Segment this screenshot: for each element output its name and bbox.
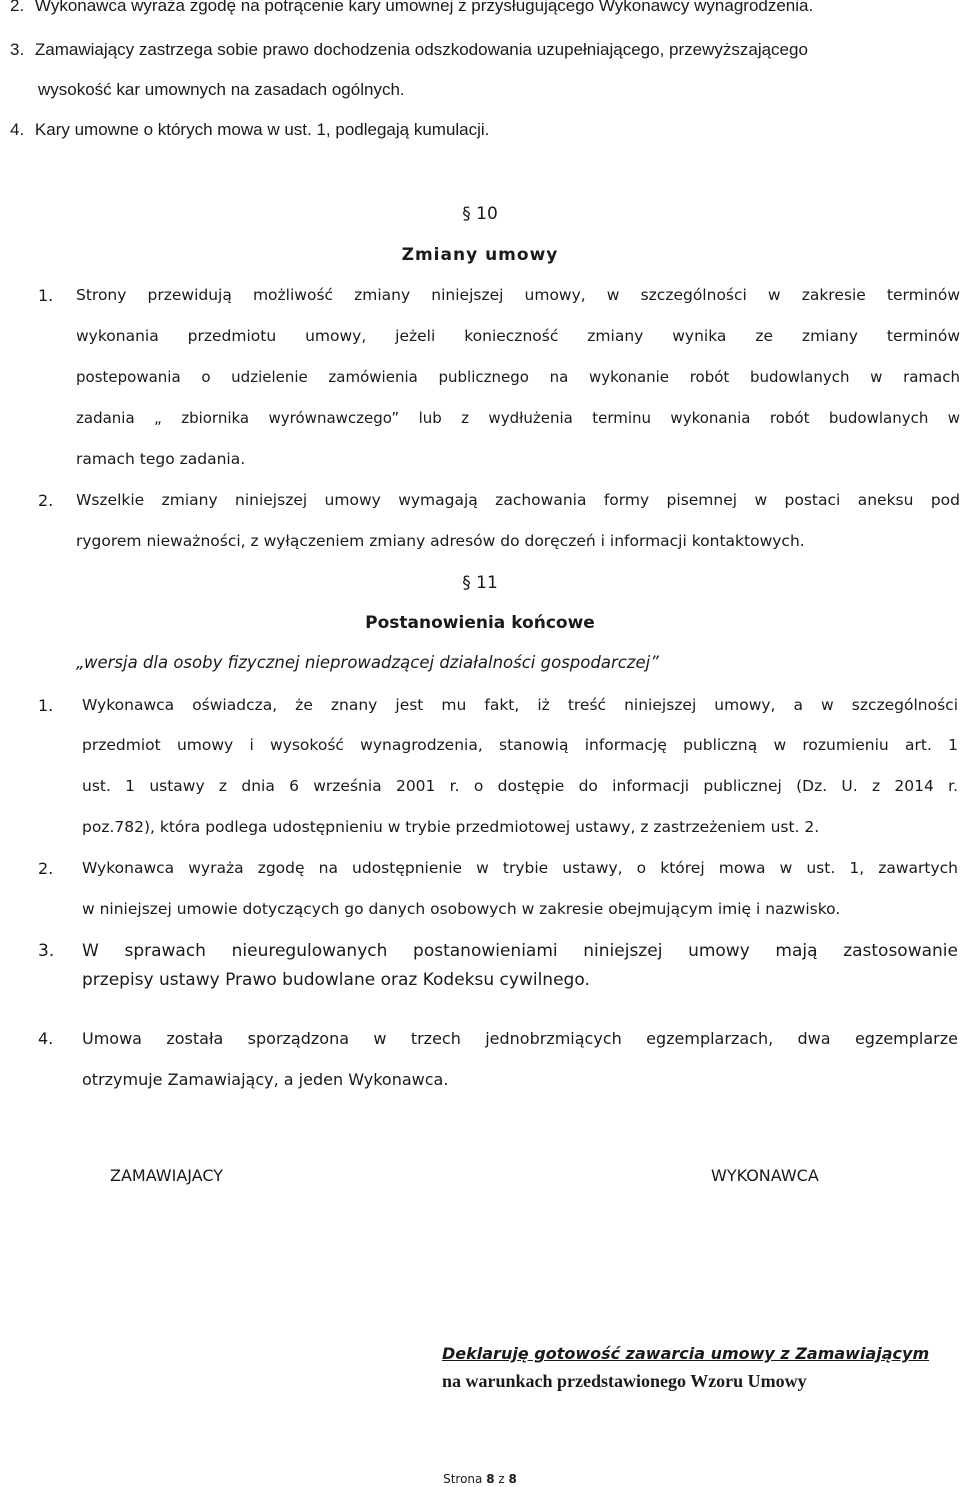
item-line: Strony przewidują możliwość zmiany niniejszej umowy, w szczególności w zakresie terminów bbox=[76, 286, 960, 304]
item-line: zadania „ zbiornika wyrównawczego” lub z wydłużenia terminu wykonania robót budowlanych w bbox=[76, 409, 960, 427]
item-line: przedmiot umowy i wysokość wynagrodzenia, stanowią informację publiczną w rozumieniu art. 1 bbox=[82, 736, 958, 754]
item-line: postepowania o udzielenie zamówienia publicznego na wykonanie robót budowlanych w ramach bbox=[76, 368, 960, 386]
item-text: Kary umowne o których mowa w ust. 1, podlegają kumulacji. bbox=[34, 120, 490, 139]
item-text-continued: wysokość kar umownych na zasadach ogólnych. bbox=[38, 80, 405, 99]
item-line: Wykonawca oświadcza, że znany jest mu fakt, iż treść niniejszej umowy, a w szczególności bbox=[82, 696, 958, 714]
item-text: Wykonawca wyraża zgodę na potrącenie kary umownej z przysługującego Wykonawcy wynagrodzenia. bbox=[34, 0, 814, 15]
item-line: w niniejszej umowie dotyczących go danych osobowych w zakresie obejmującym imię i nazwisko. bbox=[82, 900, 841, 918]
section-number: § 10 bbox=[462, 204, 498, 224]
list-item bbox=[10, 0, 813, 16]
item-line: W sprawach nieuregulowanych postanowieniami niniejszej umowy mają zastosowanie bbox=[82, 941, 958, 961]
item-line: ust. 1 ustawy z dnia 6 września 2001 r. o dostępie do informacji publicznej (Dz. U. z 2014 r. bbox=[82, 777, 958, 795]
item-number: 3. bbox=[10, 40, 25, 59]
declaration-line-1: Deklaruję gotowość zawarcia umowy z Zamawiającym bbox=[442, 1344, 930, 1363]
signature-label-left: ZAMAWIAJACY bbox=[110, 1166, 224, 1185]
footer-sep: z bbox=[498, 1472, 505, 1486]
item-line: otrzymuje Zamawiający, a jeden Wykonawca. bbox=[82, 1070, 449, 1089]
item-line: poz.782), która podlega udostępnieniu w trybie przedmiotowej ustawy, z zastrzeżeniem ust. 2. bbox=[82, 818, 820, 836]
declaration-line-2: na warunkach przedstawionego Wzoru Umowy bbox=[442, 1371, 807, 1391]
footer-total: 8 bbox=[508, 1472, 517, 1486]
page-footer bbox=[0, 1472, 960, 1486]
item-number: 2. bbox=[10, 0, 25, 15]
section-title: Postanowienia końcowe bbox=[365, 613, 595, 633]
signature-label-right: WYKONAWCA bbox=[711, 1166, 819, 1185]
item-line: ramach tego zadania. bbox=[76, 450, 246, 468]
item-number: 2. bbox=[38, 859, 54, 878]
item-line: przepisy ustawy Prawo budowlane oraz Kodeksu cywilnego. bbox=[82, 970, 590, 990]
item-number: 1. bbox=[38, 696, 54, 715]
item-line: wykonania przedmiotu umowy, jeżeli konieczność zmiany wynika ze zmiany terminów bbox=[76, 327, 960, 345]
section-subtitle: „wersja dla osoby fizycznej nieprowadzącej działalności gospodarczej” bbox=[76, 653, 659, 672]
item-line: rygorem nieważności, z wyłączeniem zmiany adresów do doręczeń i informacji kontaktowych. bbox=[76, 532, 805, 550]
list-item bbox=[10, 120, 489, 140]
item-line: Wszelkie zmiany niniejszej umowy wymagają zachowania formy pisemnej w postaci aneksu pod bbox=[76, 491, 960, 509]
item-number: 4. bbox=[38, 1029, 54, 1048]
section-title: Zmiany umowy bbox=[401, 245, 559, 265]
section-number: § 11 bbox=[462, 573, 498, 593]
item-text: Zamawiający zastrzega sobie prawo dochodzenia odszkodowania uzupełniającego, przewyższającego bbox=[34, 40, 808, 59]
footer-page: 8 bbox=[486, 1472, 495, 1486]
item-number: 1. bbox=[38, 286, 54, 305]
item-line: Wykonawca wyraża zgodę na udostępnienie w trybie ustawy, o której mowa w ust. 1, zawartych bbox=[82, 859, 958, 877]
footer-prefix: Strona bbox=[443, 1472, 483, 1486]
item-number: 2. bbox=[38, 491, 54, 510]
list-item bbox=[10, 40, 808, 60]
item-number: 3. bbox=[38, 941, 55, 961]
item-line: Umowa została sporządzona w trzech jednobrzmiących egzemplarzach, dwa egzemplarze bbox=[82, 1029, 958, 1048]
item-number: 4. bbox=[10, 120, 25, 139]
